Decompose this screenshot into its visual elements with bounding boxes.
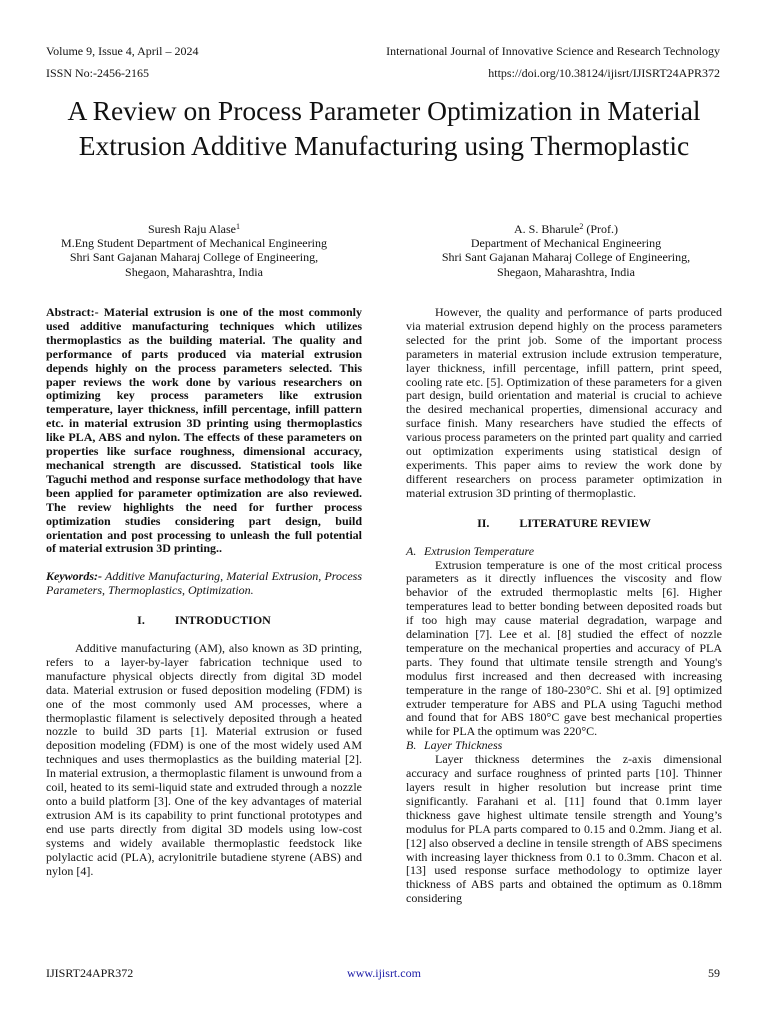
abstract-label: Abstract:- [46, 305, 99, 319]
footer-website-link[interactable]: www.ijisrt.com [347, 966, 421, 980]
author-affiliation-line: Shri Sant Gajanan Maharaj College of Engineering, [69, 250, 319, 265]
keywords-text: Additive Manufacturing, Material Extrusion, Process Parameters, Thermoplastics, Optimization. [46, 569, 362, 598]
subsection-heading-layer-thickness: B. Layer Thickness [406, 738, 503, 753]
layer-thickness-paragraph: Layer thickness determines the z-axis dimensional accuracy and surface roughness of printed parts [10]. Thinner layers result in higher resolution but increase print time significantly. Farahani et al. [11] found that 0.1mm layer thickness gave highest ultimate tensile strength and Young’s modulus for PLA parts compared to 0.15 and 0.2mm. Jiang et al. [12] also observed a decline in tensile strength of ABS specimens with increasing layer thickness from 0.1 to 0.3mm. Chacon et al.[13] used response surface methodology to optimize layer thickness of ABS parts and obtained the optimum as 0.18mm considering [406, 752, 722, 906]
author-affiliation-line: Shri Sant Gajanan Maharaj College of Engineering, [441, 250, 691, 265]
author-affiliation-line: Department of Mechanical Engineering [470, 236, 662, 251]
page-number: 59 [708, 966, 720, 980]
paper-title: A Review on Process Parameter Optimization in Material Extrusion Additive Manufacturing using Thermoplastic [67, 95, 701, 161]
extrusion-temperature-paragraph: Extrusion temperature is one of the most critical process parameters as it directly influences the viscosity and flow behavior of the extruded thermoplastic melts [6]. Higher temperatures lead to better bonding between deposited roads but if too high may cause material degradation, warpage and delamination [7]. Lee et al. [8] studied the effect of nozzle temperature on the mechanical properties and accuracy of PLA parts. They found that ultimate tensile strength and Young's modulus first increased and then decreased with increasing temperature in the range of 180-230°C. Shi et al. [9] optimized extruder temperature for ABS and PLA using Taguchi method and found that for ABS 180°C gave best mechanical properties while for PLA the optimum was 220°C. [406, 557, 722, 739]
section-heading-introduction: I. INTRODUCTION [137, 613, 271, 628]
section-heading-literature-review: II. LITERATURE REVIEW [477, 515, 651, 530]
author-affiliation-line: Shegaon, Maharashtra, India [125, 264, 263, 279]
footer-paper-id: IJISRT24APR372 [46, 966, 134, 980]
keywords [46, 570, 362, 598]
introduction-paragraph: Additive manufacturing (AM), also known as 3D printing, refers to a layer-by-layer fabrication technique used to manufacture physical objects directly from digital 3D model data. Material extrusion or fused deposition modeling (FDM) is one of the most commonly used AM processes, where a thermoplastic filament is selectively deposited through a heated nozzle to build 3D parts [1]. Material extrusion or fused deposition modeling (FDM) is one of the most widely used AM techniques and uses thermoplastics as the building material [2]. In material extrusion, a thermoplastic filament is unwound from a coil, heated to its semi-liquid state and extruded through a nozzle onto a build platform [3]. One of the key advantages of material extrusion AM is its capability to print functional prototypes and end use parts directly from digital 3D models using low-cost systems and widely available thermoplastic feedstock like polylactic acid (PLA), acrylonitrile butadiene styrene (ABS) and nylon [4]. [46, 641, 362, 878]
introduction-paragraph-continued: However, the quality and performance of parts produced via material extrusion depend highly on the process parameters selected for the print job. Some of the important process parameters in material extrusion include extrusion temperature, layer thickness, infill percentage, infill pattern, print speed, cooling rate etc. [5]. Optimization of these parameters for a given part design, build orientation and material is crucial to achieve the desired mechanical properties, dimensional accuracy and surface finish. Many researchers have studied the effects of various process parameters on the printed part quality and carried out optimization experiments using statistical design of experiments. This paper aims to review the work done by different researchers on process parameter optimization in material extrusion 3D printing of thermoplastic. [406, 305, 722, 500]
journal-name: International Journal of Innovative Science and Research Technology [386, 44, 720, 58]
abstract [46, 306, 362, 556]
left-column [46, 306, 362, 878]
author-name: A. S. Bharule$^2$ (Prof.) [514, 222, 618, 236]
keywords-label: Keywords:- [46, 569, 102, 584]
volume-info: Volume 9, Issue 4, April – 2024 [46, 44, 199, 58]
author-block-1 [24, 222, 364, 279]
subsection-heading-extrusion-temperature: A. Extrusion Temperature [406, 543, 535, 558]
author-affiliation-line: Shegaon, Maharashtra, India [497, 264, 635, 279]
right-column [406, 306, 722, 906]
abstract-text: Material extrusion is one of the most commonly used additive manufacturing techniques which utilizes thermoplastics as the building material. The quality and performance of parts produced via material extrusion depends highly on the process parameters selected. This paper reviews the work done by various researchers on optimizing key process parameters like extrusion temperature, layer thickness, infill percentage, infill pattern etc. in material extrusion 3D printing using thermoplastics like PLA, ABS and nylon. The effects of these parameters on properties like surface roughness, dimensional accuracy, mechanical strength are discussed. Statistical tools like Taguchi method and response surface methodology that have been applied for parameter optimization are also reviewed. The review highlights the need for further process optimization studies considering part design, build orientation and post processing to unleash the full potential of material extrusion 3D printing.. [46, 305, 362, 556]
author-affiliation-line: M.Eng Student Department of Mechanical Engineering [61, 236, 327, 251]
doi-link[interactable]: https://doi.org/10.38124/ijisrt/IJISRT24APR372 [488, 66, 720, 80]
issn: ISSN No:-2456-2165 [46, 66, 150, 80]
author-block-2 [396, 222, 736, 279]
author-name: Suresh Raju Alase$^1$ [148, 222, 240, 236]
